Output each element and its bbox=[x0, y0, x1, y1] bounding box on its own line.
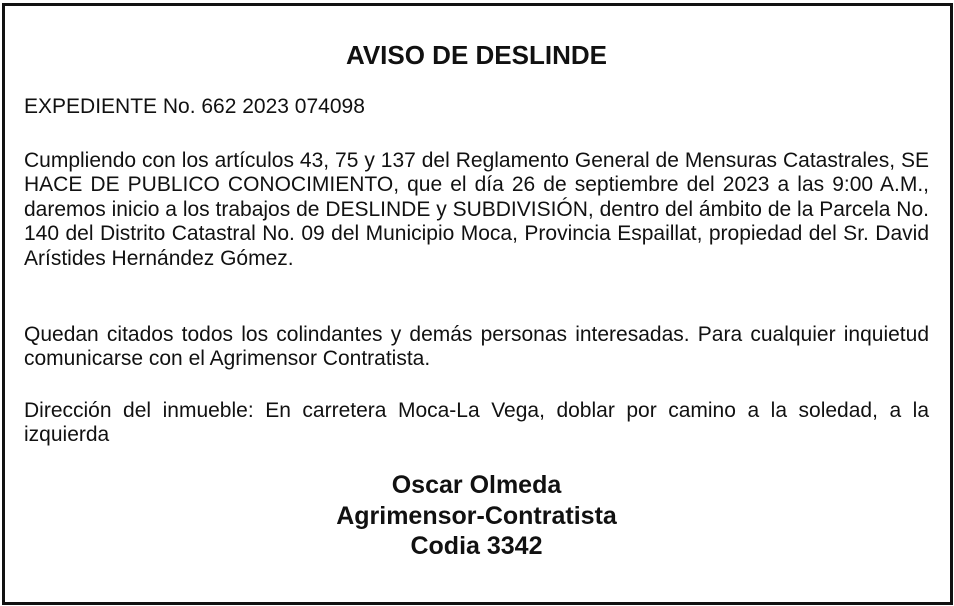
signature-role: Agrimensor-Contratista bbox=[336, 501, 617, 530]
signature-name: Oscar Olmeda bbox=[391, 471, 562, 499]
notice-paragraph-citation: Quedan citados todos los colindantes y demás personas interesadas. Para cualquier inquietud comunicarse con el Agrimensor Contratista. bbox=[24, 323, 929, 371]
signature-codia: Codia 3342 bbox=[410, 532, 543, 560]
notice-frame bbox=[2, 3, 953, 605]
notice-title: AVISO DE DESLINDE bbox=[345, 40, 607, 70]
signature-block bbox=[24, 470, 929, 562]
notice-paragraph-main: Cumpliendo con los artículos 43, 75 y 137 del Reglamento General de Mensuras Catastrales, SE HACE DE PUBLICO CONOCIMIENTO, que el día 26 de septiembre del 2023 a las 9:00 A.M., daremos inicio a los trabajos de DESLINDE y SUBDIVISIÓN, dentro del ámbito de la Parcela No. 140 del Distrito Catastral No. 09 del Municipio Moca, Provincia Espaillat, propiedad del Sr. David Arístides Hernández Gómez. bbox=[24, 149, 929, 270]
notice-paragraph-address: Dirección del inmueble: En carretera Moca-La Vega, doblar por camino a la soledad, a la izquierda bbox=[24, 399, 929, 447]
expediente-number: EXPEDIENTE No. 662 2023 074098 bbox=[24, 95, 365, 118]
